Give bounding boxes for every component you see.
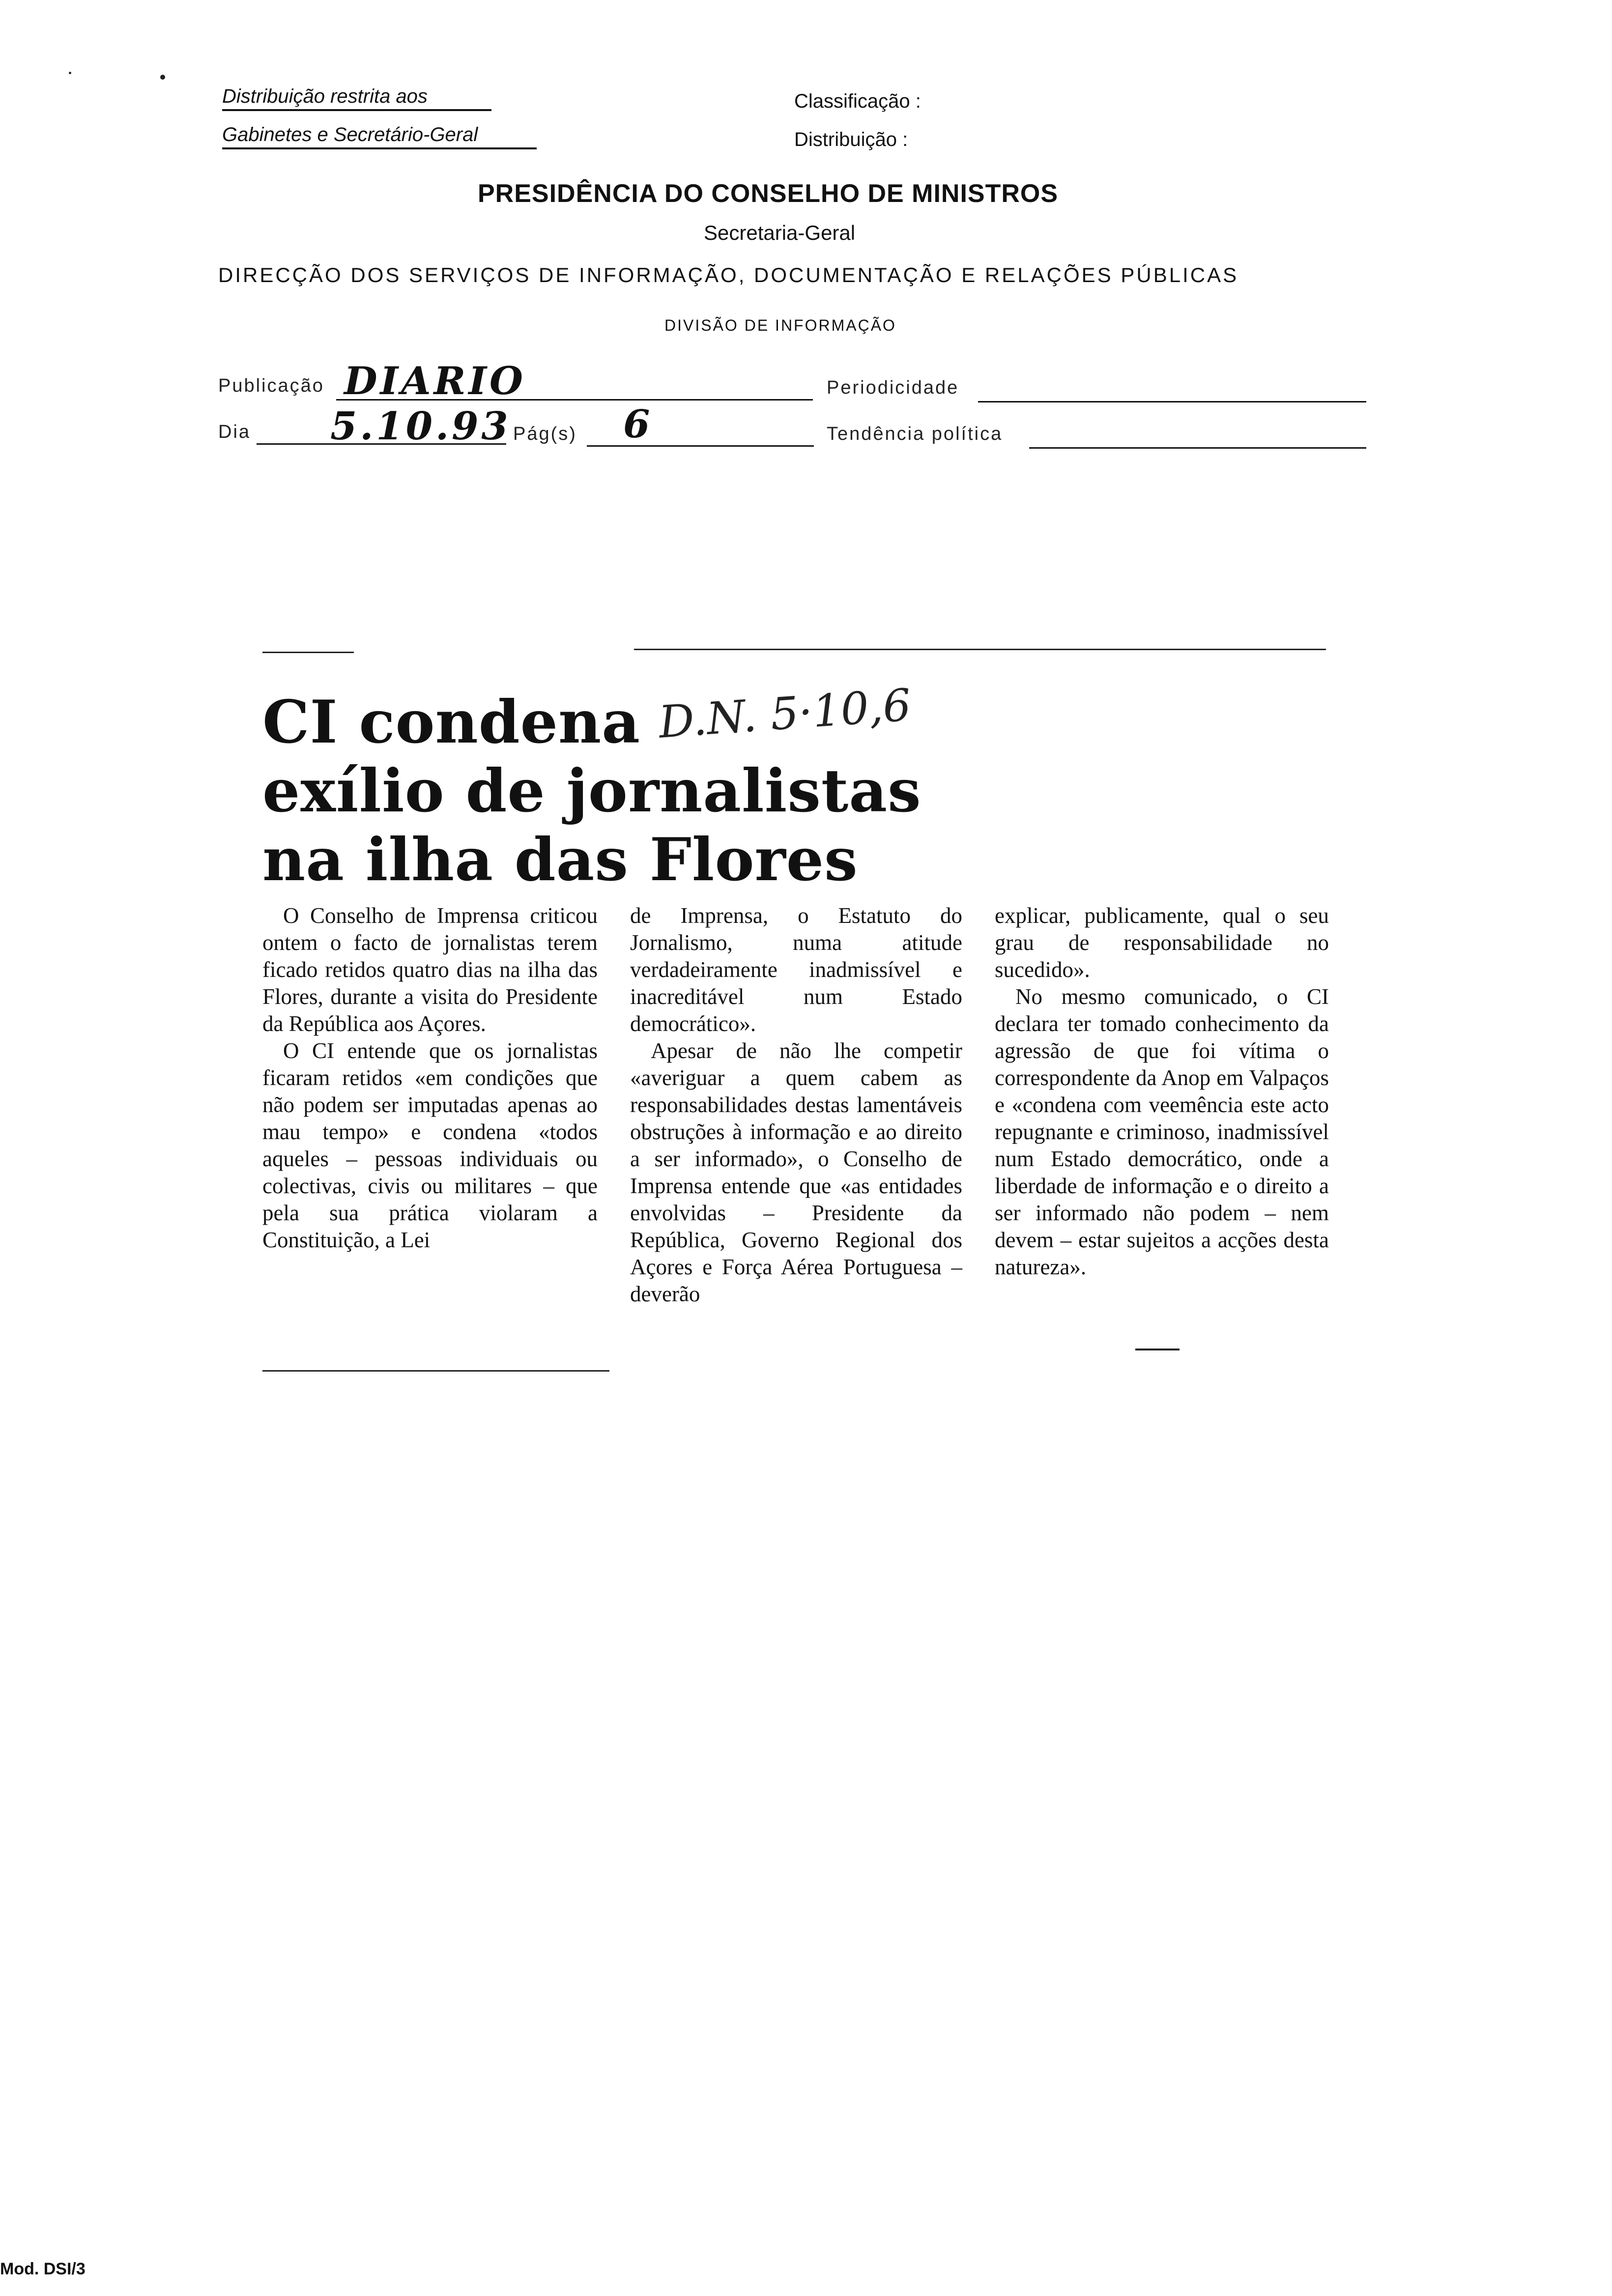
dia-label: Dia <box>218 422 251 442</box>
form-code: Mod. DSI/3 <box>0 2260 86 2278</box>
restriction-line-1: Distribuição restrita aos <box>222 86 491 111</box>
article-end-mark <box>1135 1349 1180 1350</box>
headline-line-3: na ilha das Flores <box>262 825 858 894</box>
article-paragraph: No mesmo comunicado, o CI declara ter tomado conhecimento da agressão de que foi vítima o correspondente da Anop em Valpaços e «condena com veemência este acto repugnante e criminoso, inadmissível num Estado democrático, onde a liberdade de informação e o direito a ser informado não podem – nem devem – estar sujeitos a acções desta natureza». <box>995 984 1329 1279</box>
article-column-2 <box>630 902 962 1308</box>
article-bottom-rule <box>262 1370 609 1372</box>
dia-handwritten: 5.10.93 <box>330 404 511 449</box>
tendencia-label: Tendência política <box>827 424 1003 444</box>
pags-handwritten: 6 <box>623 402 653 447</box>
speck-mark <box>160 75 165 80</box>
article-paragraph: Apesar de não lhe competir «averiguar a quem cabem as responsabilidades destas lamentáveis obstruções à informação e ao direito a ser informado», o Conselho de Imprensa entende que «as entidades envolvidas – Presidente da República, Governo Regional dos Açores e Força Aérea Portuguesa – deverão <box>630 1038 962 1306</box>
headline-line-2: exílio de jornalistas <box>262 756 921 826</box>
periodicidade-label: Periodicidade <box>827 377 959 398</box>
publicacao-handwritten: DIARIO <box>344 359 526 403</box>
organization-title: PRESIDÊNCIA DO CONSELHO DE MINISTROS <box>478 179 1059 208</box>
headline-line-1: CI condena <box>262 688 641 757</box>
article-paragraph: de Imprensa, o Estatuto do Jornalismo, numa atitude verdadeiramente inadmissível e inacreditável num Estado democrático». <box>630 903 962 1036</box>
article-top-rule-long <box>634 649 1326 650</box>
article-paragraph: explicar, publicamente, qual o seu grau de responsabilidade no sucedido». <box>995 903 1329 982</box>
publicacao-label: Publicação <box>218 375 324 396</box>
article-paragraph: O CI entende que os jornalistas ficaram retidos «em condições que não podem ser imputadas apenas ao mau tempo» e condena «todos aqueles – pessoas individuais ou colectivas, civis ou militares – que pela sua prática violaram a Constituição, a Lei <box>262 1038 598 1252</box>
restriction-line-2: Gabinetes e Secretário-Geral <box>222 125 537 149</box>
pags-line <box>587 445 814 447</box>
tendencia-line <box>1029 447 1366 449</box>
article-paragraph: O Conselho de Imprensa criticou ontem o facto de jornalistas terem ficado retidos quatro dias na ilha das Flores, durante a visita do Presidente da República aos Açores. <box>262 903 598 1036</box>
speck-mark <box>69 72 71 74</box>
directorate-title: DIRECÇÃO DOS SERVIÇOS DE INFORMAÇÃO, DOCUMENTAÇÃO E RELAÇÕES PÚBLICAS <box>218 263 1239 287</box>
article-column-1 <box>262 902 598 1254</box>
periodicidade-line <box>978 401 1366 402</box>
pags-label: Pág(s) <box>513 424 577 444</box>
article-top-rule-short <box>262 652 354 653</box>
classificacao-label: Classificação : <box>794 90 921 112</box>
division-title: DIVISÃO DE INFORMAÇÃO <box>664 316 896 334</box>
handwritten-annotation: D.N. 5·10,6 <box>657 679 913 748</box>
distribuicao-label: Distribuição : <box>794 129 908 150</box>
article-column-3 <box>995 902 1329 1281</box>
secretariat-title: Secretaria-Geral <box>704 221 856 244</box>
